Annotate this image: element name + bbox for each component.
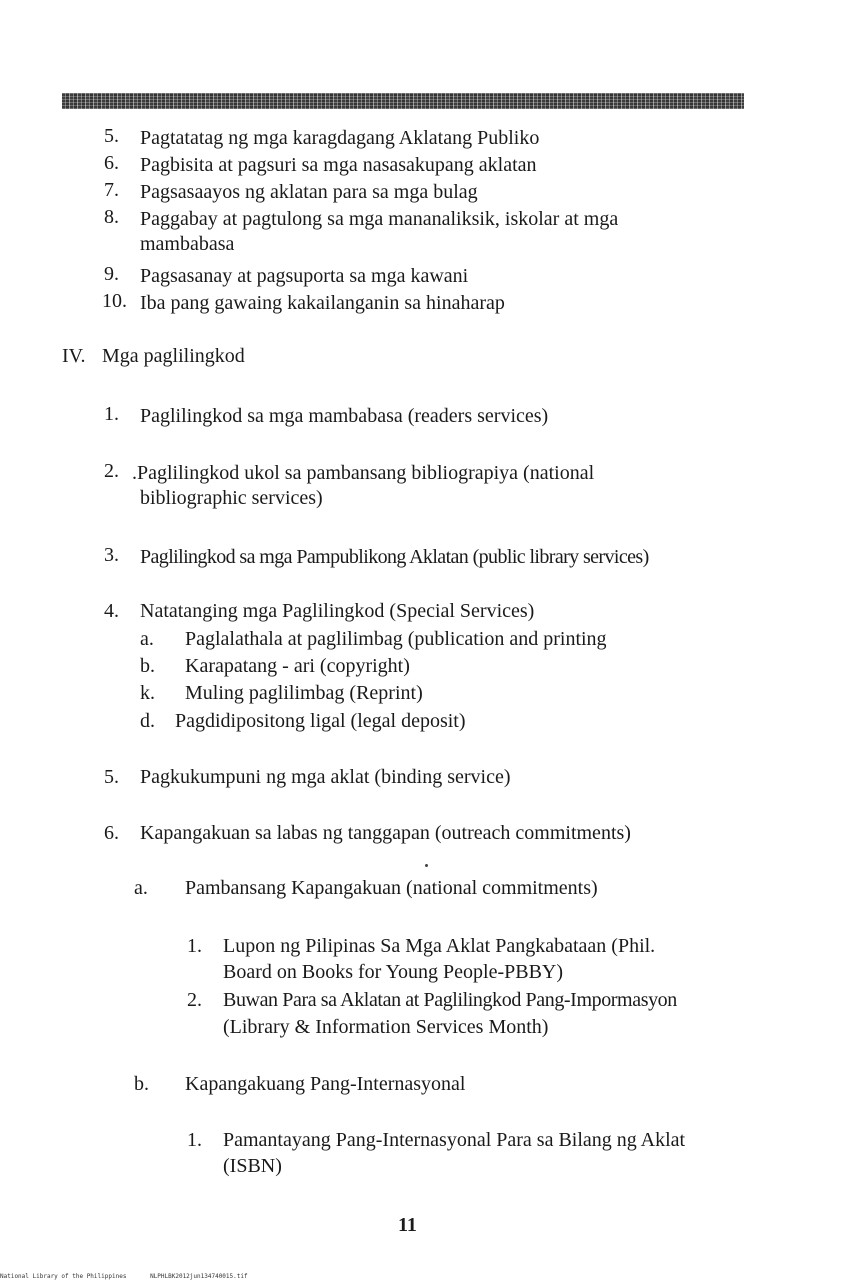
- list-number: 8.: [104, 206, 119, 228]
- list-item: Pagsasaayos ng aklatan para sa mga bulag: [140, 181, 478, 203]
- nested-item: Pamantayang Pang-Internasyonal Para sa Bilang ng Aklat: [223, 1129, 686, 1151]
- list-item: Iba pang gawaing kakailanganin sa hinaharap: [140, 292, 505, 314]
- list-number: 10.: [102, 290, 127, 312]
- list-item: Pagsasanay at pagsuporta sa mga kawani: [140, 265, 469, 287]
- scan-header-bar: [62, 93, 744, 109]
- list-number: 5.: [104, 766, 119, 788]
- list-number: 2.: [187, 989, 202, 1011]
- sub-item: Karapatang - ari (copyright): [185, 655, 410, 677]
- scan-footer: [0, 1273, 268, 1280]
- sub-letter: a.: [140, 628, 154, 650]
- nested-item-continuation: Board on Books for Young People-PBBY): [223, 961, 564, 983]
- scan-speck: [425, 864, 428, 867]
- list-number: 3.: [104, 544, 119, 566]
- sub-heading: Kapangakuang Pang-Internasyonal: [185, 1073, 466, 1095]
- list-item-continuation: bibliographic services): [140, 487, 323, 509]
- list-number: 9.: [104, 263, 119, 285]
- nested-item: Buwan Para sa Aklatan at Paglilingkod Pang-Impormasyon: [223, 989, 677, 1011]
- list-item: Pagbisita at pagsuri sa mga nasasakupang aklatan: [140, 154, 537, 176]
- list-item: Kapangakuan sa labas ng tanggapan (outreach commitments): [140, 822, 631, 844]
- nested-item-continuation: (ISBN): [223, 1155, 282, 1177]
- list-item-continuation: mambabasa: [140, 233, 235, 255]
- sub-letter: b.: [134, 1073, 149, 1095]
- sub-item: Pagdidipositong ligal (legal deposit): [175, 710, 466, 732]
- list-item: Pagkukumpuni ng mga aklat (binding service): [140, 766, 511, 788]
- list-item: Pagtatatag ng mga karagdagang Aklatang Publiko: [140, 127, 540, 149]
- sub-letter: a.: [134, 877, 148, 899]
- list-item: Paglilingkod sa mga mambabasa (readers services): [140, 405, 549, 427]
- sub-item: Paglalathala at paglilimbag (publication and printing: [185, 628, 607, 650]
- list-item: Paggabay at pagtulong sa mga mananaliksik, iskolar at mga: [140, 208, 619, 230]
- sub-letter: d.: [140, 710, 155, 732]
- list-number: 2.: [104, 460, 119, 482]
- section-title: Mga paglilingkod: [102, 345, 245, 367]
- sub-letter: b.: [140, 655, 155, 677]
- list-item: .Paglilingkod ukol sa pambansang bibliograpiya (national: [132, 462, 595, 484]
- page-number: 11: [398, 1214, 417, 1236]
- list-item: Paglilingkod sa mga Pampublikong Aklatan (public library services): [140, 546, 649, 568]
- footer-library: National Library of the Philippines: [0, 1273, 127, 1280]
- section-number: IV.: [62, 345, 86, 367]
- footer-file: NLPHLBK2012jun134740015.tif: [150, 1273, 248, 1280]
- list-item: Natatanging mga Paglilingkod (Special Services): [140, 600, 535, 622]
- list-number: 1.: [187, 935, 202, 957]
- list-number: 4.: [104, 600, 119, 622]
- list-number: 5.: [104, 125, 119, 147]
- list-number: 6.: [104, 152, 119, 174]
- sub-item: Muling paglilimbag (Reprint): [185, 682, 423, 704]
- nested-item-continuation: (Library & Information Services Month): [223, 1016, 549, 1038]
- list-number: 1.: [187, 1129, 202, 1151]
- nested-item: Lupon ng Pilipinas Sa Mga Aklat Pangkabataan (Phil.: [223, 935, 656, 957]
- list-number: 1.: [104, 403, 119, 425]
- list-number: 6.: [104, 822, 119, 844]
- list-number: 7.: [104, 179, 119, 201]
- sub-letter: k.: [140, 682, 155, 704]
- sub-heading: Pambansang Kapangakuan (national commitments): [185, 877, 598, 899]
